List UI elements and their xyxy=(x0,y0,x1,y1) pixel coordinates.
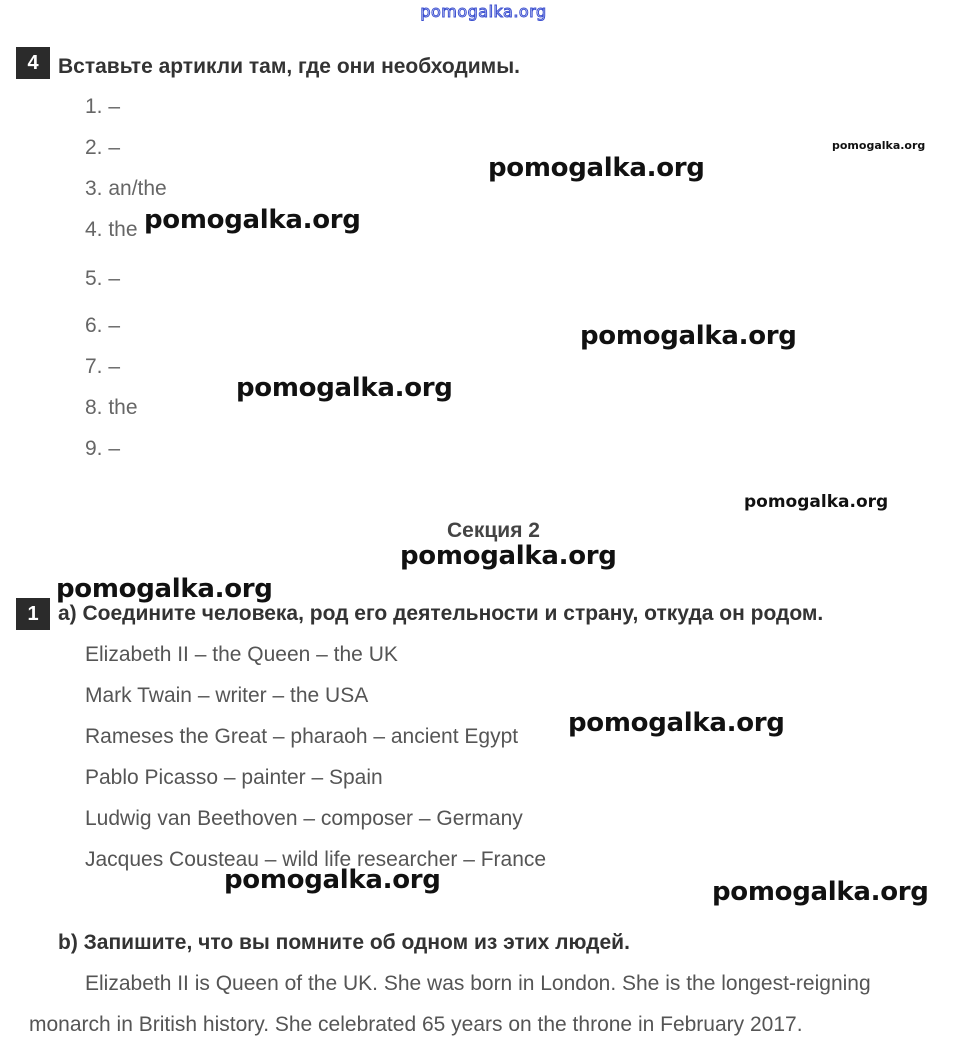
answer-item: 1. – xyxy=(85,95,121,118)
section-title: Секция 2 xyxy=(447,519,540,542)
paragraph-line: monarch in British history. She celebrated 65 years on the throne in February 2017. xyxy=(29,1013,803,1036)
match-item: Jacques Cousteau – wild life researcher – France xyxy=(85,848,547,871)
watermark: pomogalka.org xyxy=(580,321,797,351)
answer-item: 2. – xyxy=(85,136,121,159)
match-item: Rameses the Great – pharaoh – ancient Egypt xyxy=(85,725,519,748)
answer-item: 7. – xyxy=(85,355,121,378)
watermark: pomogalka.org xyxy=(144,205,361,235)
answer-item: 9. – xyxy=(85,437,121,460)
top-watermark: pomogalka.org xyxy=(420,2,547,21)
watermark: pomogalka.org xyxy=(400,541,617,571)
watermark: pomogalka.org xyxy=(488,153,705,183)
watermark: pomogalka.org xyxy=(224,865,441,895)
watermark: pomogalka.org xyxy=(712,877,929,907)
exercise-heading-b: b) Запишите, что вы помните об одном из этих людей. xyxy=(58,931,630,954)
exercise-heading: Вставьте артикли там, где они необходимы. xyxy=(58,55,520,78)
paragraph-line: Elizabeth II is Queen of the UK. She was born in London. She is the longest-reigning xyxy=(85,972,871,995)
exercise-number-badge: 4 xyxy=(16,47,50,79)
match-item: Elizabeth II – the Queen – the UK xyxy=(85,643,398,666)
exercise-number-badge: 1 xyxy=(16,598,50,630)
match-item: Pablo Picasso – painter – Spain xyxy=(85,766,383,789)
exercise-heading-a: a) Соедините человека, род его деятельности и страну, откуда он родом. xyxy=(58,602,824,625)
answer-item: 5. – xyxy=(85,267,121,290)
watermark: pomogalka.org xyxy=(744,492,889,512)
watermark: pomogalka.org xyxy=(56,574,273,604)
watermark: pomogalka.org xyxy=(568,708,785,738)
match-item: Ludwig van Beethoven – composer – Germany xyxy=(85,807,523,830)
watermark: pomogalka.org xyxy=(236,373,453,403)
answer-item: 4. the xyxy=(85,218,138,241)
match-item: Mark Twain – writer – the USA xyxy=(85,684,369,707)
watermark: pomogalka.org xyxy=(832,139,926,152)
answer-item: 8. the xyxy=(85,396,138,419)
answer-item: 6. – xyxy=(85,314,121,337)
answer-item: 3. an/the xyxy=(85,177,167,200)
